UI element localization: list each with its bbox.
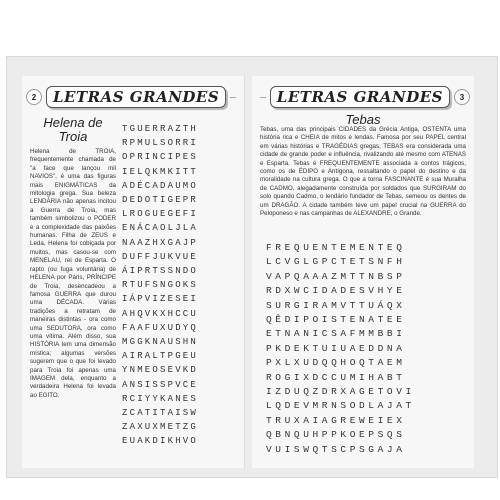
article-title: Tebas [345, 112, 381, 127]
right-page [252, 76, 474, 468]
grid-row: IELQKMKITT [122, 166, 199, 177]
grid-row: OPRINCIPES [122, 152, 199, 163]
grid-row: SURGIRAMVTTUÁQX [266, 299, 406, 311]
grid-row: ZAXUXMETZG [122, 422, 199, 433]
article-text: Tebas, uma das principais CIDADES da Grécia Antiga, OSTENTA uma história rica e CHEIA de mitos e lendas. Famosa por seu PAPEL central em várias histórias e TRAGÉDIAS gregas, TEBAS era considerada uma cidade de grande poder e influência, rivalizando até mesmo com ATENAS e Esparta. Tebas é FREQUENTEMENTE associada a contos trágicos, como os de ÉDIPO e Antígona, ressaltando o papel do destino e da moralidade na cultura grega. O que a torna FASCINANTE é sua Muralha de CADMO, alegadamente construída por soldados que SURGIRAM do solo quando Cadmo, o lendário fundador de Tebas, semeou os dentes de um DRAGÃO. A cidade também teve um papel crucial na GUERRA do Peloponeso e nas campanhas de ALEXANDRE, o Grande. [260, 126, 466, 218]
grid-row: QBNQUHPPKOEPSQS [266, 429, 406, 441]
grid-row: YNMEOSEVKD [122, 365, 199, 376]
grid-row: DEDOTIGEPR [122, 195, 199, 206]
right-page-header [256, 86, 470, 108]
grid-row: ETNANICSAFMMBBI [266, 328, 406, 340]
grid-row: VAPQAAAZMTTNBSP [266, 270, 406, 282]
grid-row: ZCATITAISW [122, 408, 199, 419]
article-text: Helena de TROIA, frequentemente chamada de "a face que lançou mil NAVIOS", é uma das figuras mais ENIGMÁTICAS da mitologia grega. Sua beleza LENDÁRIA não apenas incitou a Guerra de Troia, mas também simbolizou o PODER e a complexidade das paixões humanas. Filha de ZEUS e Leda, Helena foi cobiçada por muitos, mas casou-se com MENELAU, rei de Esparta. O rapto (ou fuga voluntária) de HELENA por Páris, PRÍNCIPE de Troia, desencadeou a famosa GUERRA que durou uma DÉCADA. Várias tradições a retratam de maneiras distintas - ora como uma SEDUTORA, ora como uma vítima. Além disso, sua HISTÓRIA tem uma dimensão mística; algumas versões sugerem que o que foi levado para Troia foi apenas uma IMAGEM dela, enquanto a verdadeira Helena foi levada ao EGITO. [30, 148, 116, 399]
grid-row: AHQVKXHCCU [122, 308, 199, 319]
grid-row: VUISWQTSCPSGAJA [266, 443, 406, 455]
grid-row: ENÁCAOLJLA [122, 223, 199, 234]
page-number: 3 [454, 89, 470, 105]
grid-row: QÊDIPOISTENATEE [266, 314, 406, 326]
header-rule [260, 97, 266, 98]
grid-row: ROGIXDCCUMIHABT [266, 371, 406, 383]
grid-row: FREQUENTEMENTEQ [266, 242, 406, 253]
banner-title: LETRAS GRANDES [46, 86, 226, 108]
grid-row: LROGUEGEFI [122, 209, 199, 220]
grid-row: AIRALTPGEU [122, 351, 199, 362]
grid-row: ANSISSPVCE [122, 379, 199, 390]
grid-row: PKDEKTUIUAEDDNA [266, 342, 406, 354]
grid-row: PXLXUDQQHOQTAEM [266, 357, 406, 369]
grid-row: ADÉCADAUMO [122, 180, 199, 191]
header-rule [230, 97, 236, 98]
grid-row: TGUERRAZTH [122, 124, 199, 134]
grid-row: RCIYYKANES [122, 393, 199, 404]
grid-row: IZDUQZDRXAGETOVI [266, 386, 415, 398]
left-page-header [26, 86, 240, 108]
left-page [22, 76, 245, 468]
grid-row: RPMULSORRI [122, 138, 199, 149]
grid-row: RDXWCIDADESVHYE [266, 285, 406, 297]
article-title: Helena de Troia [43, 115, 103, 144]
grid-row: IÁPVIZESEI [122, 294, 199, 305]
grid-row: TRUXAIAGREWEIEX [266, 414, 406, 426]
grid-row: LCVGLGPCTETSNFH [266, 256, 406, 268]
banner-title: LETRAS GRANDES [270, 86, 450, 108]
grid-row: DUFFJUKVUE [122, 251, 199, 262]
word-search-grid [122, 122, 240, 449]
grid-row: MGGKNAUSHN [122, 337, 199, 348]
grid-row: LQDEVMRNSODLAJAT [266, 400, 415, 412]
page-number: 2 [26, 89, 42, 105]
word-search-grid [266, 241, 466, 457]
grid-row: ÁIPRTSSNDO [122, 266, 199, 277]
grid-row: RTUFSNGOKS [122, 280, 199, 291]
grid-row: EUAKDIKHVO [122, 436, 199, 447]
grid-row: NAAZHXGAJP [122, 237, 199, 248]
grid-row: FAAFUXUDYQ [122, 322, 199, 333]
